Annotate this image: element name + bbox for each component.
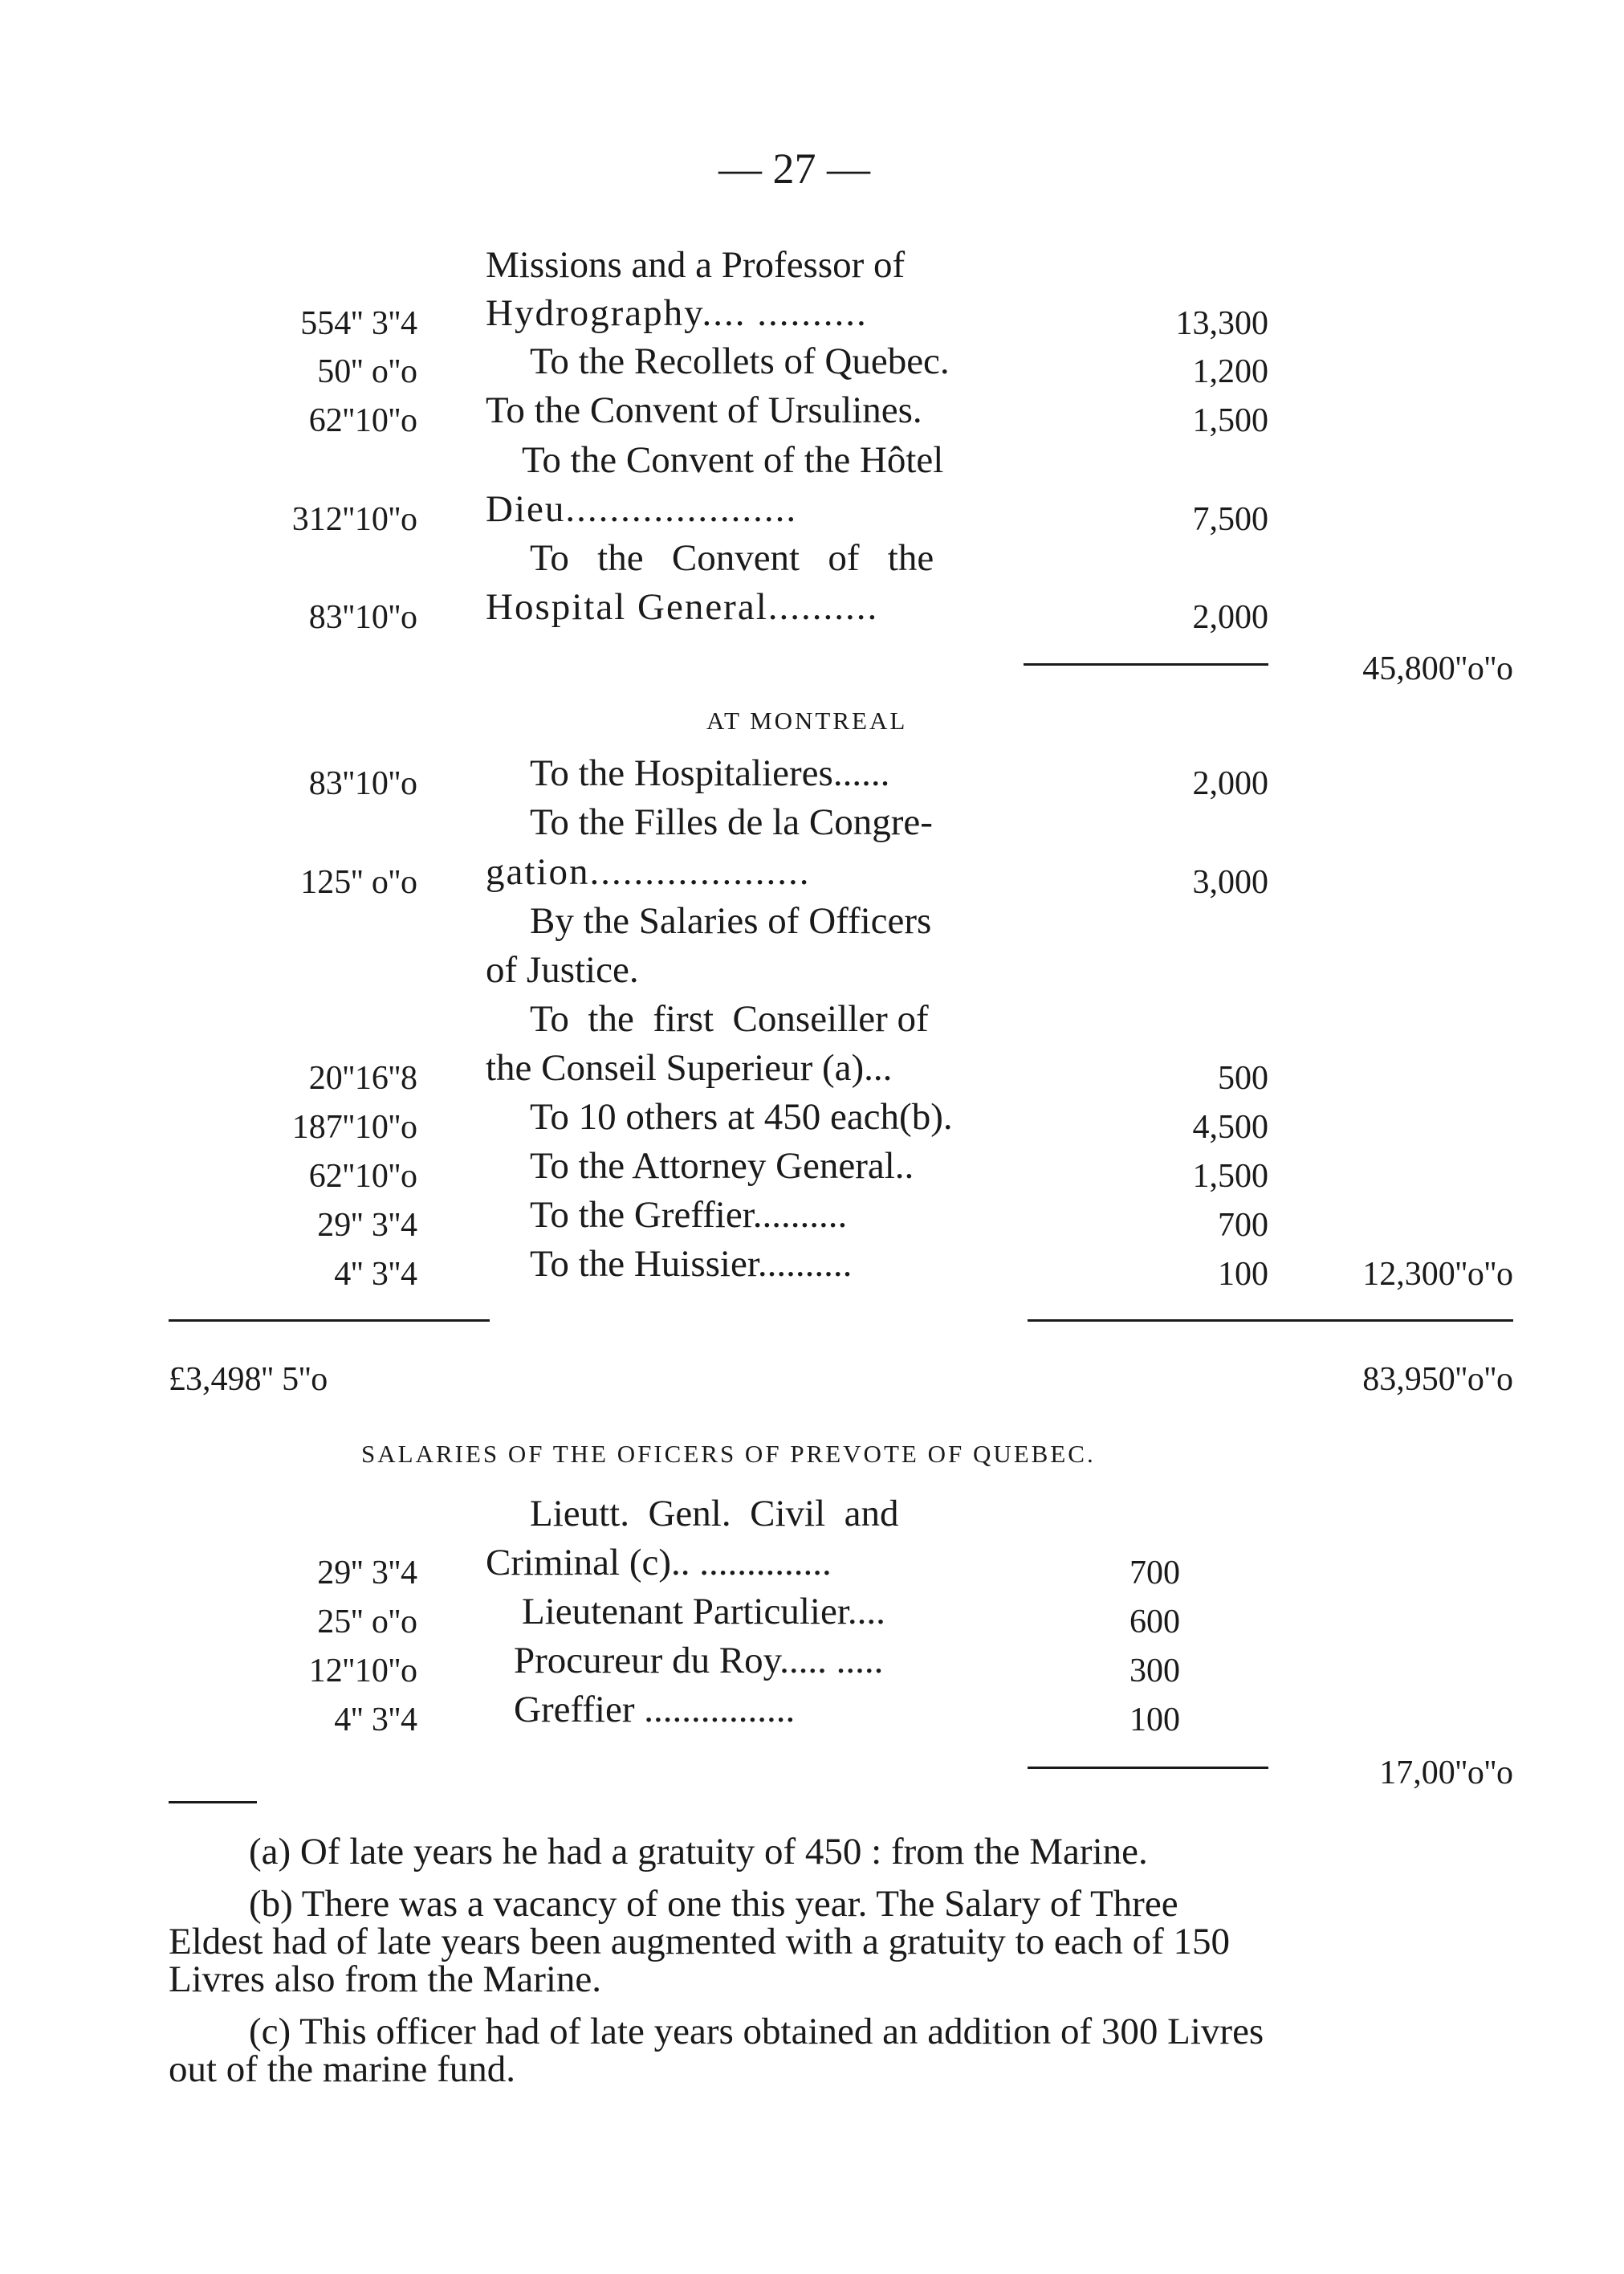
entry-description: To the Filles de la Congre-	[530, 801, 933, 843]
footnote-rule	[169, 1801, 257, 1803]
left-sum: 25'' o''o	[317, 1604, 417, 1640]
total-rule-left	[169, 1319, 490, 1322]
section-heading: SALARIES OF THE OFICERS OF PREVOTE OF QUEBEC.	[361, 1440, 1096, 1468]
entry-description: To the Huissier..........	[530, 1243, 853, 1285]
left-sum: 62''10''o	[308, 402, 417, 439]
left-sum: 83''10''o	[308, 599, 417, 636]
entry-description: By the Salaries of Officers	[530, 900, 932, 942]
section-total: 12,300''o''o	[1362, 1256, 1513, 1293]
entry-description: Missions and a Professor of	[486, 244, 906, 286]
entry-description: To the Hospitalieres......	[530, 752, 890, 794]
entry-description: To the Convent of the Hôtel	[522, 439, 944, 481]
entry-amount: 2,000	[1192, 765, 1268, 802]
footnote-b-line: Eldest had of late years been augmented with a gratuity to each of 150	[169, 1921, 1231, 1962]
entry-description: Procureur du Roy..... .....	[514, 1640, 884, 1681]
entry-amount: 3,000	[1192, 864, 1268, 901]
entry-description: Lieutenant Particulier....	[522, 1591, 885, 1632]
left-sum: 12''10''o	[308, 1653, 417, 1689]
left-sum: 187''10''o	[291, 1109, 417, 1146]
entry-amount: 300	[1129, 1653, 1180, 1689]
entry-amount: 600	[1129, 1604, 1180, 1640]
entry-amount: 4,500	[1192, 1109, 1268, 1146]
total-rule-right	[1028, 1319, 1513, 1322]
entry-description: Greffier ................	[514, 1689, 796, 1730]
footnote-b-line: Livres also from the Marine.	[169, 1958, 602, 2000]
left-sum: 50'' o''o	[317, 353, 417, 390]
entry-description: To the first Conseiller of	[530, 998, 929, 1040]
subtotal-rule	[1028, 1767, 1268, 1769]
entry-description: To the Convent of Ursulines.	[486, 389, 922, 431]
entry-amount: 1,500	[1192, 1158, 1268, 1195]
entry-amount: 500	[1218, 1060, 1268, 1097]
entry-amount: 100	[1218, 1256, 1268, 1293]
grand-total-right: 83,950''o''o	[1362, 1361, 1513, 1398]
left-sum: 312''10''o	[291, 501, 417, 538]
left-sum: 20''16''8	[308, 1060, 417, 1097]
section-heading: AT MONTREAL	[706, 707, 908, 735]
entry-description: Hydrography.... ..........	[486, 292, 868, 334]
grand-total-left: £3,498'' 5''o	[169, 1361, 328, 1398]
entry-description: the Conseil Superieur (a)...	[486, 1047, 893, 1089]
entry-amount: 700	[1218, 1207, 1268, 1244]
footnote-b-line: (b) There was a vacancy of one this year. The Salary of Three	[249, 1883, 1178, 1925]
entry-description: To the Greffier..........	[530, 1194, 848, 1236]
entry-description: To 10 others at 450 each(b).	[530, 1096, 953, 1138]
entry-description: To the Attorney General..	[530, 1145, 914, 1187]
subtotal-rule	[1024, 663, 1268, 666]
entry-description: gation....................	[486, 851, 811, 893]
entry-description: of Justice.	[486, 949, 639, 991]
entry-description: Lieutt. Genl. Civil and	[530, 1493, 899, 1534]
left-sum: 29'' 3''4	[317, 1555, 417, 1591]
entry-description: Criminal (c).. ..............	[486, 1542, 832, 1583]
section-total: 17,00''o''o	[1379, 1754, 1513, 1791]
entry-amount: 1,200	[1192, 353, 1268, 390]
left-sum: 29'' 3''4	[317, 1207, 417, 1244]
entry-amount: 2,000	[1192, 599, 1268, 636]
section-total: 45,800''o''o	[1362, 650, 1513, 687]
left-sum: 4'' 3''4	[334, 1256, 417, 1293]
entry-amount: 7,500	[1192, 501, 1268, 538]
entry-description: To the Recollets of Quebec.	[530, 340, 950, 382]
entry-amount: 1,500	[1192, 402, 1268, 439]
left-sum: 62''10''o	[308, 1158, 417, 1195]
footnote-c-line: (c) This officer had of late years obtained an addition of 300 Livres	[249, 2011, 1264, 2052]
page-number: — 27 —	[718, 145, 870, 193]
left-sum: 4'' 3''4	[334, 1701, 417, 1738]
left-sum: 125'' o''o	[300, 864, 417, 901]
entry-amount: 700	[1129, 1555, 1180, 1591]
entry-description: Hospital General..........	[486, 586, 879, 628]
entry-description: Dieu.....................	[486, 488, 798, 530]
entry-description: To the Convent of the	[530, 537, 934, 579]
entry-amount: 13,300	[1175, 305, 1268, 342]
left-sum: 83''10''o	[308, 765, 417, 802]
footnote-a: (a) Of late years he had a gratuity of 450 : from the Marine.	[249, 1831, 1148, 1873]
footnote-c-line: out of the marine fund.	[169, 2048, 516, 2090]
entry-amount: 100	[1129, 1701, 1180, 1738]
left-sum: 554'' 3''4	[300, 305, 417, 342]
